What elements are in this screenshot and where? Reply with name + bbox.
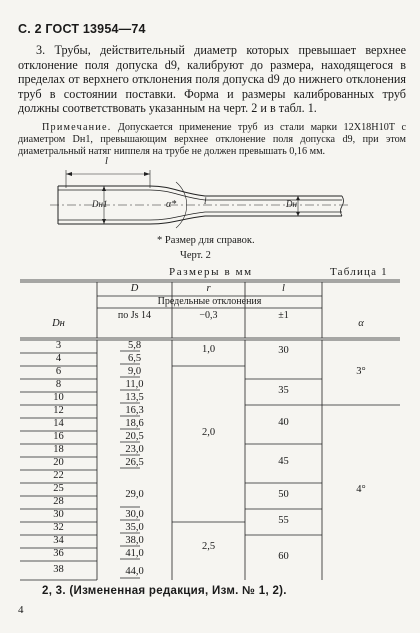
label-dh: Dн: [286, 199, 297, 209]
table-cell-l: 30: [278, 345, 289, 356]
header-dev-r: −0,3: [199, 310, 218, 321]
table-cell-d: 44,0: [125, 566, 144, 577]
table-caption: Размеры в мм: [169, 266, 253, 278]
table-cell-dh: 18: [53, 444, 64, 455]
header-dev-l: ±1: [278, 310, 289, 321]
drawing-footnote: * Размер для справок.: [157, 235, 255, 246]
table-title: Таблица 1: [330, 266, 388, 278]
header-d: D: [130, 283, 139, 294]
table-cell-l: 35: [278, 385, 289, 396]
table-cell-alpha: 4°: [356, 484, 366, 495]
table-cell-d: 30,0: [125, 509, 144, 520]
page-header: С. 2 ГОСТ 13954—74: [18, 22, 146, 36]
table-cell-d: 29,0: [125, 489, 144, 500]
table-cell-r: 2,5: [201, 541, 216, 552]
header-l: l: [282, 283, 285, 294]
table-cell-r: 2,0: [201, 427, 216, 438]
table-cell-dh: 38: [53, 564, 64, 575]
table-cell-dh: 32: [53, 522, 64, 533]
header-r: r: [206, 283, 211, 294]
table-cell-l: 40: [278, 417, 289, 428]
table-cell-l: 50: [278, 489, 289, 500]
table-cell-l: 45: [278, 456, 289, 467]
table-cell-d: 41,0: [125, 548, 144, 559]
table-cell-dh: 28: [53, 496, 64, 507]
table-cell-dh: 25: [53, 483, 64, 494]
table-cell-dh: 10: [53, 392, 64, 403]
page-number: 4: [18, 604, 24, 616]
table-cell-dh: 12: [53, 405, 64, 416]
table-cell-dh: 20: [53, 457, 64, 468]
table-cell-dh: 16: [53, 431, 64, 442]
label-l-top: l: [105, 156, 108, 167]
table-cell-r: 1,0: [201, 344, 216, 355]
table-cell-alpha: 3°: [356, 366, 366, 377]
table-cell-d: 18,6: [125, 418, 144, 429]
table-cell-d: 13,5: [125, 392, 144, 403]
header-alpha: α: [358, 318, 364, 329]
table-cell-dh: 4: [55, 353, 62, 364]
table-cell-l: 55: [278, 515, 289, 526]
table-cell-d: 5,8: [127, 340, 142, 351]
table-cell-dh: 8: [55, 379, 62, 390]
table-cell-d: 16,3: [125, 405, 144, 416]
table-cell-dh: 36: [53, 548, 64, 559]
table-cell-dh: 34: [53, 535, 64, 546]
label-dh1: Dн1: [92, 199, 108, 209]
drawing-caption: Черт. 2: [180, 250, 211, 261]
table-cell-dh: 6: [55, 366, 62, 377]
table-cell-d: 6,5: [127, 353, 142, 364]
table-cell-d: 11,0: [125, 379, 144, 390]
table-cell-d: 26,5: [125, 457, 144, 468]
paragraph-text: 3. Трубы, действительный диаметр которых превышает верхнее отклонение поля допуска d9, калибруют до размера, находящегося в пределах от верхнего отклонения поля допуска d9 до нижнего отклонения труб в состоянии поставки. Форма и размеры калиброванных труб должны соответствовать указанным на черт. 2 и в табл. 1.: [18, 43, 406, 116]
label-l-mid: l: [204, 196, 207, 206]
table-cell-l: 60: [278, 551, 289, 562]
header-dev-d: по Js 14: [117, 310, 152, 321]
header-dh: Dн: [52, 318, 65, 329]
note-label: Примечание.: [42, 122, 112, 133]
table-cell-d: 35,0: [125, 522, 144, 533]
label-alpha: α*: [166, 199, 177, 210]
table-cell-dh: 22: [53, 470, 64, 481]
table-cell-dh: 30: [53, 509, 64, 520]
table-cell-d: 9,0: [127, 366, 142, 377]
table-cell-dh: 14: [53, 418, 64, 429]
note-text: Допускается применение труб из стали марки 12Х18Н10Т с диаметром Dн1, превышающим верхнее отклонение поля допуска d9, при этом диаметральный натяг ниппеля на трубе не должен превышать 0,16 мм.: [18, 122, 407, 157]
table-cell-d: 23,0: [125, 444, 144, 455]
header-deviations: Предельные отклонения: [157, 296, 262, 307]
revision-note: 2, 3. (Измененная редакция, Изм. № 1, 2).: [42, 585, 287, 597]
table-cell-dh: 3: [55, 340, 62, 351]
table-cell-d: 20,5: [125, 431, 144, 442]
table-cell-d: 38,0: [125, 535, 144, 546]
